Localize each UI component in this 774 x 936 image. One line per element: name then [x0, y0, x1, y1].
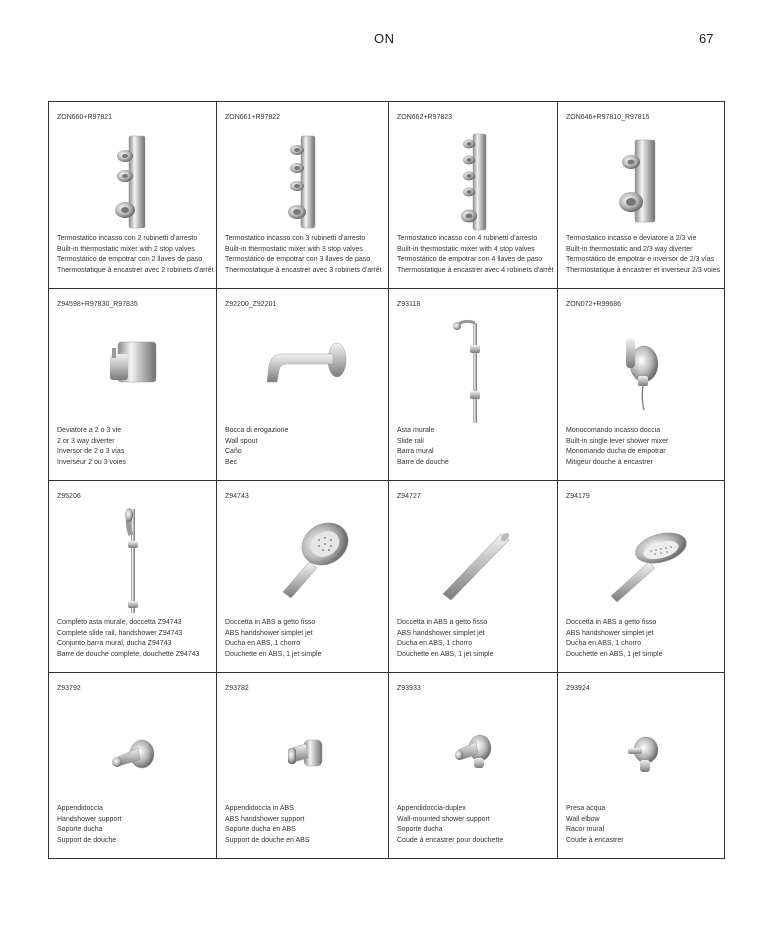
product-code: Z93782	[225, 685, 249, 692]
product-description: Appendidoccia Handshower support Soporte ducha Support de douche	[57, 805, 122, 844]
product-cell	[558, 102, 724, 289]
product-description: Completo asta murale, doccetta Z94743 Complete slide rail, handshower Z94743 Conjunto barra mural, ducha Z94743 Barre de douche complete, douchette Z94743	[57, 619, 200, 658]
product-cell	[217, 289, 389, 481]
product-description: Termostatico incasso e deviatore a 2/3 vie Built-in thermostatic and 2/3 way diverter Termostático de empotrar e inversor de 2/3 vías Thermostatique à encastrer et inverseur 2/3 voies	[566, 235, 721, 274]
product-description: Termostatico incasso con 3 rubinetti d'arresto Built-in thermostatic mixer with 3 stop valves Termostático de empotrar con 3 llaves de paso Thermostatique à encastrer avec 3 robinets d'arrêt	[225, 235, 382, 274]
abs-handshower-round-image	[217, 509, 388, 613]
diverter-image	[49, 317, 216, 421]
slide-rail-handshower-set-image	[49, 505, 216, 617]
duplex-shower-support-image	[389, 701, 557, 805]
product-code: Z94727	[397, 493, 421, 500]
product-cell	[389, 289, 558, 481]
product-description: Asta murale Slide rail Barra mural Barre de douche	[397, 427, 449, 466]
product-code: ZON662+R97823	[397, 114, 453, 121]
product-description: Doccetta in ABS a getto fisso ABS handshower simplet jet Ducha en ABS, 1 chorro Douchette en ABS, 1 jet simple	[225, 619, 322, 658]
page-number: 67	[699, 31, 714, 46]
product-cell	[49, 481, 217, 673]
product-cell	[558, 673, 724, 858]
product-description: Termostatico incasso con 2 rubinetti d'arresto Built-in thermostatic mixer with 2 stop valves Termostático de empotrar con 2 llaves de paso Thermostatique à encastrer avec 2 robinets d'arrêt	[57, 235, 214, 274]
product-code: Z95206	[57, 493, 81, 500]
product-cell	[389, 102, 558, 289]
abs-handshower-stick-image	[389, 509, 557, 613]
product-code: Z93924	[566, 685, 590, 692]
product-code: Z94179	[566, 493, 590, 500]
product-cell	[217, 481, 389, 673]
product-code: Z94598+R97830_R97835	[57, 301, 138, 308]
thermostatic-diverter-image	[558, 130, 724, 234]
wall-elbow-image	[558, 701, 724, 805]
product-description: Bocca di erogazione Wall spout Caño Bec	[225, 427, 289, 466]
product-cell	[558, 289, 724, 481]
product-description: Appendidoccia in ABS ABS handshower support Soporte ducha en ABS Support de douche en ABS	[225, 805, 310, 844]
product-cell	[49, 102, 217, 289]
product-code: Z92200_Z92201	[225, 301, 277, 308]
product-cell	[558, 481, 724, 673]
thermostatic-mixer-4-valves-image	[389, 130, 557, 234]
product-cell	[217, 102, 389, 289]
product-cell	[217, 673, 389, 858]
page-title: ON	[374, 31, 395, 46]
abs-handshower-support-image	[217, 701, 388, 805]
handshower-support-image	[49, 701, 216, 805]
product-grid	[48, 101, 725, 859]
product-cell	[49, 673, 217, 858]
thermostatic-mixer-3-valves-image	[217, 130, 388, 234]
product-cell	[389, 481, 558, 673]
product-cell	[389, 673, 558, 858]
product-description: Doccetta in ABS a getto fisso ABS handshower simplet jet Ducha en ABS, 1 chorro Douchette en ABS, 1 jet simple	[566, 619, 663, 658]
product-description: Presa acqua Wall elbow Racor mural Coude à encastrer	[566, 805, 624, 844]
product-description: Monocomando incasso doccia Built-in single lever shower mixer Monomando ducha de empotrar Mitigeur douche à encastrer	[566, 427, 669, 466]
thermostatic-mixer-2-valves-image	[49, 130, 216, 234]
slide-rail-image	[389, 317, 557, 429]
product-code: Z93792	[57, 685, 81, 692]
product-cell	[49, 289, 217, 481]
product-code: ZON646+R97810_R97815	[566, 114, 650, 121]
product-description: Deviatore a 2 o 3 vie 2 or 3 way diverter Inversor de 2 o 3 vías Inverseur 2 ou 3 voies	[57, 427, 126, 466]
product-code: Z94743	[225, 493, 249, 500]
product-description: Appendidoccia-duplex Wall-mounted shower support Soporte ducha Coude à encastrer pour douchette	[397, 805, 504, 844]
product-code: ZON072+R99686	[566, 301, 622, 308]
product-code: ZON660+R97821	[57, 114, 113, 121]
product-description: Termostatico incasso con 4 rubinetti d'arresto Built-in thermostatic mixer with 4 stop valves Termostático de empotrar con 4 llaves de paso Thermostatique à encastrer avec 4 robinets d'arrêt	[397, 235, 554, 274]
product-code: Z93118	[397, 301, 421, 308]
product-code: ZON661+R97822	[225, 114, 281, 121]
abs-handshower-disc-image	[558, 509, 724, 613]
single-lever-shower-mixer-image	[558, 317, 724, 421]
wall-spout-image	[217, 317, 388, 421]
product-code: Z93933	[397, 685, 421, 692]
product-description: Doccetta in ABS a getto fisso ABS handshower simplet jet Ducha en ABS, 1 chorro Douchette en ABS, 1 jet simple	[397, 619, 494, 658]
